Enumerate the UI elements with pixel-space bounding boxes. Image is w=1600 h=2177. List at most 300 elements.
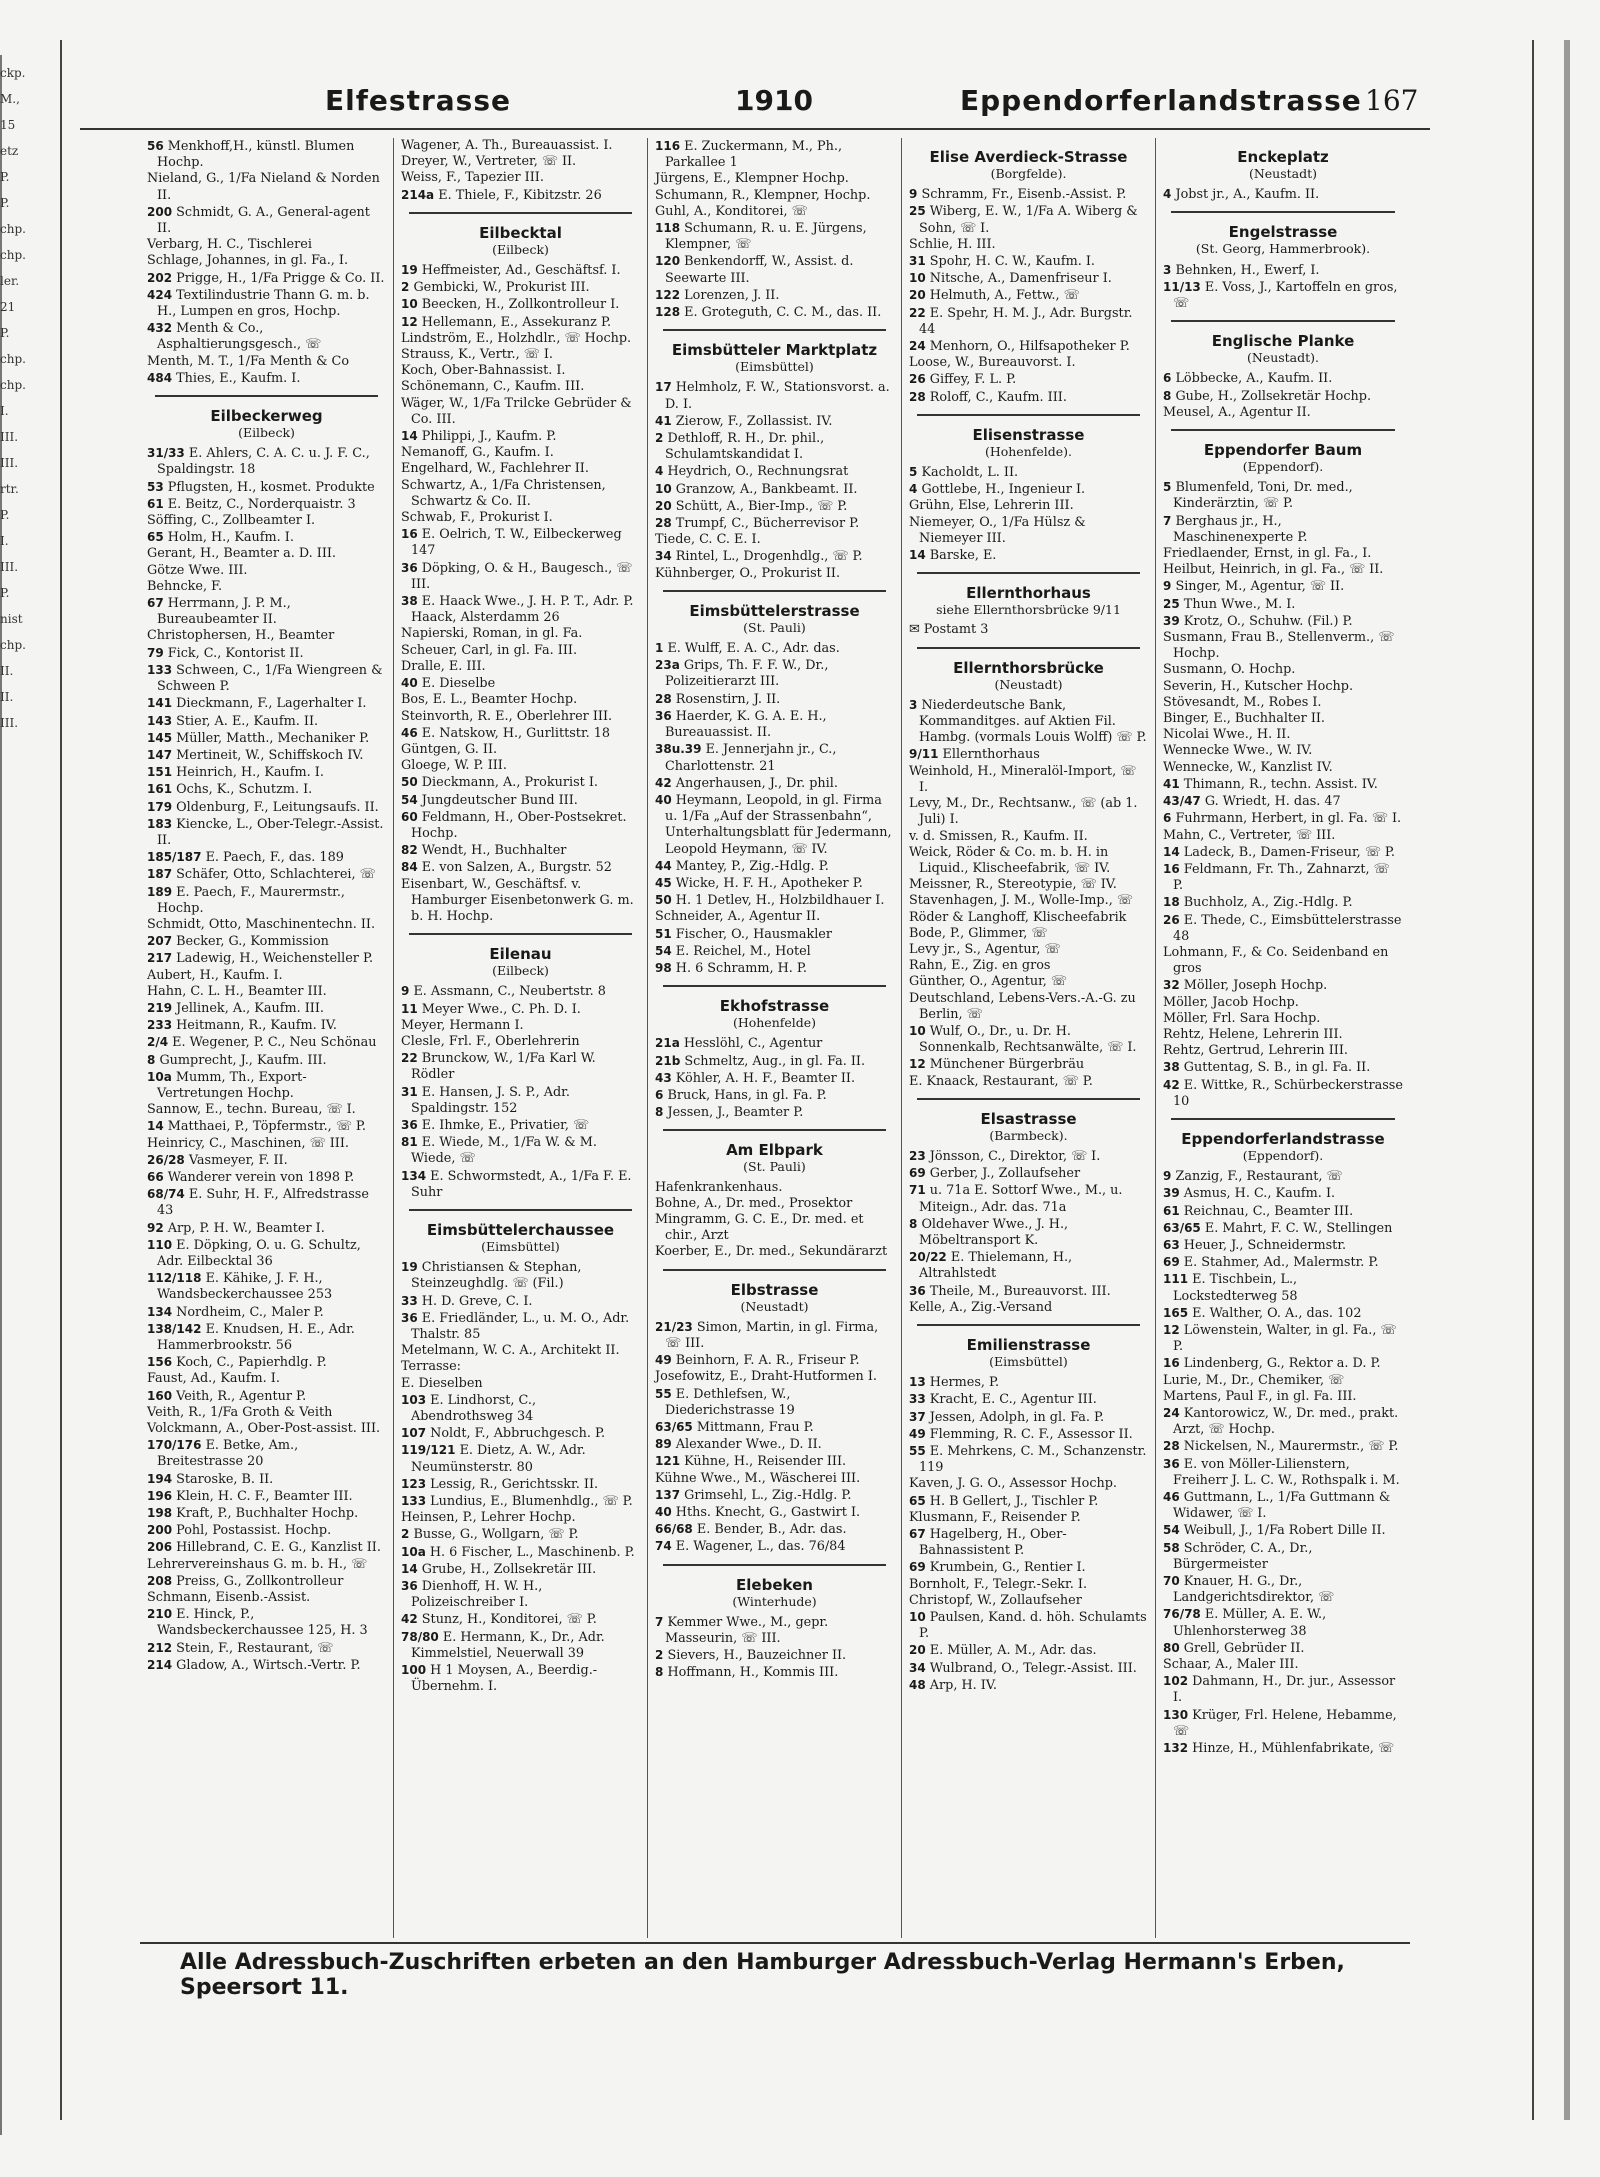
- entry-text: E. Hinck, P., Wandsbeckerchaussee 125, H. 3: [157, 1607, 368, 1639]
- entry-text: Hillebrand, C. E. G., Kanzlist II.: [176, 1540, 381, 1556]
- directory-entry: [147, 1505, 386, 1522]
- house-number: 217: [147, 951, 173, 966]
- directory-entry: [401, 859, 640, 876]
- street-heading: Ellernthorsbrücke: [953, 658, 1104, 677]
- entry-text: Granzow, A., Bankbeamt. II.: [675, 481, 858, 497]
- directory-entry: [909, 1074, 1148, 1090]
- directory-entry: [1163, 1640, 1403, 1657]
- entry-text: Hoffmann, H., Kommis III.: [667, 1665, 839, 1681]
- directory-entry: [147, 546, 386, 562]
- directory-entry: [1163, 1043, 1403, 1059]
- entry-text: Grimsehl, L., Zig.-Hdlg. P.: [684, 1487, 852, 1503]
- directory-entry: [401, 262, 640, 279]
- directory-entry: [401, 1034, 640, 1050]
- house-number: 130: [1163, 1707, 1189, 1722]
- entry-text: Lurie, M., Dr., Chemiker, ☏: [1163, 1372, 1345, 1388]
- directory-entry: [147, 917, 386, 933]
- house-number: 61: [1163, 1203, 1180, 1218]
- directory-entry: [1163, 679, 1403, 695]
- directory-entry: [909, 464, 1148, 481]
- entry-text: Alexander Wwe., D. II.: [675, 1437, 822, 1453]
- directory-entry: [1163, 1077, 1403, 1110]
- house-number: 36: [401, 1117, 418, 1132]
- house-number: 19: [401, 1260, 418, 1275]
- entry-text: Hagelberg, H., Ober-Bahnassistent P.: [919, 1527, 1067, 1559]
- entry-text: Schäfer, Otto, Schlachterei, ☏: [176, 867, 376, 883]
- entry-text: Buchholz, A., Zig.-Hdlg. P.: [1183, 895, 1353, 911]
- entry-text: Wäger, W., 1/Fa Trilcke Gebrüder & Co. III.: [401, 395, 632, 427]
- directory-entry: [147, 1237, 386, 1270]
- directory-entry: [1163, 1168, 1403, 1185]
- house-number: 54: [401, 792, 418, 807]
- directory-entry: [401, 877, 640, 926]
- house-number: 2: [401, 280, 410, 295]
- entry-text: Busse, G., Wollgarn, ☏ P.: [413, 1527, 579, 1543]
- directory-entry: [655, 1180, 894, 1196]
- street-heading: Eppendorferlandstrasse: [1181, 1129, 1385, 1148]
- directory-entry: [401, 758, 640, 774]
- entry-text: Schütt, A., Bier-Imp., ☏ P.: [675, 498, 848, 514]
- house-number: 20: [655, 498, 672, 513]
- directory-entry: [909, 893, 1148, 909]
- directory-entry: [655, 875, 894, 892]
- entry-text: Dienhoff, H. W. H., Polizeischreiber I.: [411, 1579, 543, 1611]
- directory-entry: [401, 1392, 640, 1425]
- directory-entry: [147, 1118, 386, 1135]
- house-number: 55: [909, 1444, 926, 1458]
- entry-text: E. Bender, B., Adr. das.: [696, 1522, 847, 1538]
- entry-text: Becker, G., Kommission: [176, 934, 329, 950]
- directory-entry: [147, 1557, 386, 1573]
- running-header: [40, 80, 1560, 120]
- entry-text: Thun Wwe., M. I.: [1183, 596, 1296, 612]
- entry-text: Heinsen, P., Lehrer Hochp.: [401, 1510, 576, 1526]
- house-number: 56: [147, 139, 164, 153]
- directory-entry: [147, 513, 386, 529]
- directory-entry: [1163, 760, 1403, 776]
- entry-text: Susmann, Frau B., Stellenverm., ☏ Hochp.: [1163, 630, 1395, 662]
- house-number: 212: [147, 1640, 173, 1655]
- house-number: 65: [909, 1493, 926, 1508]
- house-number: 41: [655, 413, 672, 428]
- entry-text: G. Wriedt, H. das. 47: [1204, 794, 1341, 810]
- entry-text: Josefowitz, E., Draht-Hutformen I.: [655, 1369, 877, 1385]
- directory-entry: [147, 849, 386, 866]
- house-number: 183: [147, 816, 173, 831]
- street-heading: Am Elbpark: [726, 1141, 823, 1160]
- directory-entry: [401, 379, 640, 395]
- district-label: (Borgfelde).: [990, 166, 1067, 181]
- directory-entry: [1163, 695, 1403, 711]
- entry-text: Gottlebe, H., Ingenieur I.: [921, 482, 1086, 498]
- directory-entry: [655, 430, 894, 463]
- entry-text: Schumann, R. u. E. Jürgens, Klempner, ☏: [665, 221, 867, 253]
- district-label: siehe Ellernthorsbrücke 9/11: [936, 602, 1121, 618]
- house-number: 10: [909, 271, 926, 286]
- entry-text: Zierow, F., Zollassist. IV.: [675, 413, 833, 429]
- directory-entry: [1163, 578, 1403, 595]
- directory-entry: [147, 1421, 386, 1437]
- entry-text: Gumprecht, J., Kaufm. III.: [159, 1052, 327, 1068]
- entry-text: E. Wittke, R., Schürbeckerstrasse 10: [1173, 1077, 1403, 1109]
- header-left-street: Elfestrasse: [325, 83, 511, 117]
- entry-text: Hafenkrankenhaus.: [655, 1179, 783, 1195]
- district-label: (St. Georg, Hammerbrook).: [1195, 241, 1371, 257]
- directory-entry: [655, 1487, 894, 1504]
- entry-text: Verbarg, H. C., Tischlerei: [147, 237, 312, 253]
- entry-text: E. Paech, F., Maurermstr., Hochp.: [157, 884, 345, 916]
- entry-text: Lindström, E., Holzhdlr., ☏ Hochp.: [401, 330, 632, 346]
- entry-text: Günther, O., Agentur, ☏: [909, 974, 1067, 990]
- entry-text: Asmus, H. C., Kaufm. I.: [1183, 1186, 1336, 1202]
- entry-text: Zanzig, F., Restaurant, ☏: [1175, 1169, 1343, 1185]
- entry-text: Krotz, O., Schuhw. (Fil.) P.: [1183, 613, 1353, 629]
- directory-entry: [401, 526, 640, 559]
- directory-entry: [401, 170, 640, 186]
- margin-fragment: P.: [0, 196, 10, 210]
- directory-entry: [401, 445, 640, 461]
- entry-text: Mantey, P., Zig.-Hdlg. P.: [675, 858, 829, 874]
- directory-entry: [147, 695, 386, 712]
- entry-text: Kraft, P., Buchhalter Hochp.: [176, 1506, 359, 1522]
- house-number: 25: [1163, 596, 1180, 611]
- directory-entry: [655, 1504, 894, 1521]
- section-separator: [409, 1209, 632, 1211]
- entry-text: Stavenhagen, J. M., Wolle-Imp., ☏: [909, 893, 1133, 909]
- entry-text: Krüger, Frl. Helene, Hebamme, ☏: [1173, 1707, 1397, 1739]
- directory-entry: [909, 1300, 1148, 1316]
- entry-text: E. Knaack, Restaurant, ☏ P.: [909, 1073, 1093, 1089]
- entry-text: E. von Möller-Lilienstern, Freiherr J. L. C. W., Rothspalk i. M.: [1173, 1456, 1400, 1488]
- section-separator: [917, 1098, 1140, 1100]
- directory-entry: [401, 396, 640, 428]
- entry-text: E. Mahrt, F. C. W., Stellingen: [1204, 1220, 1393, 1236]
- entry-text: Steinvorth, R. E., Oberlehrer III.: [401, 708, 613, 724]
- entry-text: Ochs, K., Schutzm. I.: [176, 782, 313, 798]
- district-label: (Eppendorf).: [1242, 459, 1324, 475]
- directory-entry: [909, 1023, 1148, 1056]
- house-number: 31: [401, 1084, 418, 1099]
- house-number: 28: [909, 389, 926, 404]
- house-number: 7: [1163, 513, 1172, 528]
- directory-entry: [909, 1216, 1148, 1249]
- house-number: 38: [1163, 1060, 1180, 1075]
- directory-entry: [147, 270, 386, 287]
- margin-fragment: I.: [0, 534, 9, 548]
- entry-text: Lindenberg, G., Rektor a. D. P.: [1183, 1356, 1381, 1372]
- margin-fragment: ckp.: [0, 66, 26, 80]
- directory-entry: [655, 943, 894, 960]
- directory-entry: [1163, 1673, 1403, 1706]
- street-heading: Emilienstrasse: [966, 1335, 1091, 1354]
- entry-text: Giffey, F. L. P.: [929, 372, 1017, 388]
- entry-text: Dieckmann, F., Lagerhalter I.: [176, 696, 367, 712]
- house-number: 23: [909, 1148, 926, 1163]
- entry-text: Pflugsten, H., kosmet. Produkte: [167, 479, 375, 495]
- house-number: 66: [147, 1169, 164, 1184]
- directory-entry: [909, 974, 1148, 990]
- entry-text: Lehrervereinshaus G. m. b. H., ☏: [147, 1556, 368, 1572]
- directory-entry: [147, 171, 386, 203]
- house-number: 81: [401, 1135, 418, 1150]
- directory-entry: [909, 764, 1148, 796]
- street-heading: Enckeplatz: [1237, 148, 1329, 166]
- directory-entry: [1163, 793, 1403, 810]
- directory-entry: [655, 892, 894, 909]
- house-number: 116: [655, 139, 681, 153]
- house-number: 31/33: [147, 446, 185, 461]
- entry-text: E. Dietz, A. W., Adr. Neumünsterstr. 80: [411, 1443, 586, 1475]
- entry-text: Rahn, E., Zig. en gros: [909, 958, 1051, 974]
- entry-text: Paulsen, Kand. d. höh. Schulamts P.: [919, 1610, 1147, 1642]
- entry-text: Fuhrmann, Herbert, in gl. Fa. ☏ I.: [1175, 811, 1402, 827]
- entry-text: Levy jr., S., Agentur, ☏: [909, 941, 1061, 957]
- directory-entry: [1163, 279, 1403, 312]
- margin-fragment: III.: [0, 560, 19, 574]
- entry-text: Simon, Martin, in gl. Firma, ☏ III.: [665, 1319, 879, 1351]
- house-number: 196: [147, 1488, 173, 1503]
- entry-text: E. Thede, C., Eimsbüttelerstrasse 48: [1173, 912, 1402, 944]
- entry-text: Heffmeister, Ad., Geschäftsf. I.: [421, 263, 621, 279]
- entry-text: Hths. Knecht, G., Gastwirt I.: [675, 1505, 861, 1521]
- entry-text: Friedlaender, Ernst, in gl. Fa., I.: [1163, 546, 1372, 562]
- directory-entry: [909, 498, 1148, 514]
- entry-text: Wendt, H., Buchhalter: [421, 843, 567, 859]
- directory-entry: [147, 1017, 386, 1034]
- directory-entry: [147, 1590, 386, 1606]
- entry-text: Gladow, A., Wirtsch.-Vertr. P.: [176, 1657, 361, 1673]
- directory-entry: [401, 842, 640, 859]
- entry-text: Guhl, A., Konditorei, ☏: [655, 203, 808, 219]
- house-number: 39: [1163, 613, 1180, 628]
- house-number: 424: [147, 287, 173, 302]
- directory-entry: [401, 1476, 640, 1493]
- district-label: (Barmbeck).: [989, 1127, 1068, 1143]
- entry-text: Weinhold, H., Mineralöl-Import, ☏ I.: [909, 763, 1137, 795]
- district-label: (Hohenfelde): [732, 1015, 817, 1031]
- directory-entry: [401, 478, 640, 510]
- district-label: (Winterhude): [732, 1593, 817, 1609]
- section-separator: [409, 933, 632, 935]
- house-number: 36: [401, 1310, 418, 1325]
- directory-entry: [147, 204, 386, 237]
- street-heading: Ellernthorhaus: [966, 584, 1091, 603]
- house-number: 13: [909, 1375, 926, 1390]
- directory-entry: [147, 1102, 386, 1118]
- directory-entry: [909, 991, 1148, 1023]
- house-number: 185/187: [147, 850, 202, 865]
- directory-entry: [655, 741, 894, 774]
- directory-entry: [1163, 1540, 1403, 1573]
- margin-fragment: nist: [0, 612, 23, 626]
- entry-text: Grube, H., Zollsekretär III.: [421, 1561, 597, 1577]
- entry-text: Mittmann, Frau P.: [696, 1420, 814, 1435]
- entry-text: E. Ihmke, E., Privatier, ☏: [421, 1117, 590, 1133]
- directory-entry: [655, 1053, 894, 1070]
- entry-text: Guttmann, L., 1/Fa Guttmann & Widawer, ☏ I.: [1173, 1490, 1391, 1522]
- entry-text: Severin, H., Kutscher Hochp.: [1163, 678, 1354, 694]
- directory-entry: [147, 984, 386, 1000]
- directory-entry: [1163, 1373, 1403, 1389]
- house-number: 208: [147, 1573, 173, 1588]
- entry-text: E. Reichel, M., Hotel: [675, 943, 811, 959]
- house-number: 9: [401, 984, 410, 999]
- house-number: 200: [147, 204, 173, 219]
- directory-entry: [655, 138, 894, 171]
- directory-entry: [655, 691, 894, 708]
- entry-text: Deutschland, Lebens-Vers.-A.-G. zu Berlin, ☏: [909, 990, 1136, 1022]
- entry-text: Koch, Ober-Bahnassist. I.: [401, 363, 566, 379]
- directory-entry: [655, 379, 894, 412]
- directory-entry: [655, 1070, 894, 1087]
- directory-entry: [147, 1405, 386, 1421]
- directory-entry: [655, 1369, 894, 1385]
- directory-entry: [1163, 894, 1403, 911]
- directory-entry: [655, 171, 894, 187]
- entry-text: E. Döpking, O. u. G. Schultz, Adr. Eilbecktal 36: [157, 1237, 361, 1269]
- street-heading: Eilenau: [489, 945, 552, 964]
- entry-text: E. Beitz, C., Norderquaistr. 3: [167, 496, 356, 512]
- section-separator: [663, 1564, 886, 1566]
- entry-text: Heymann, Leopold, in gl. Firma u. 1/Fa „Auf der Strassenbahn“, Unterhaltungsblatt für Jedermann, Leopold Heymann, ☏ IV.: [665, 792, 892, 857]
- entry-text: Heitmann, R., Kaufm. IV.: [176, 1018, 337, 1034]
- directory-entry: [1163, 1254, 1403, 1271]
- entry-text: Möller, Jacob Hochp.: [1163, 994, 1299, 1010]
- directory-entry: [401, 1442, 640, 1475]
- house-number: 23a: [655, 658, 680, 673]
- house-number: 22: [909, 305, 926, 320]
- entry-text: Pohl, Postassist. Hochp.: [176, 1523, 332, 1539]
- district-label: (St. Pauli): [743, 1159, 806, 1175]
- entry-text: Bohne, A., Dr. med., Prosektor: [655, 1195, 853, 1211]
- directory-entry: [909, 1660, 1148, 1677]
- entry-text: Schmidt, G. A., General-agent II.: [157, 204, 370, 237]
- directory-entry: [909, 1374, 1148, 1391]
- directory-entry: [147, 950, 386, 967]
- entry-text: Kühne, H., Reisender III.: [684, 1454, 847, 1470]
- directory-entry: [1163, 613, 1403, 630]
- directory-entry: [655, 1471, 894, 1487]
- directory-entry: [1163, 1203, 1403, 1220]
- house-number: 10: [909, 1610, 926, 1625]
- directory-entry: [1163, 1305, 1403, 1322]
- house-number: 60: [401, 809, 418, 824]
- house-number: 49: [909, 1426, 926, 1441]
- house-number: 14: [401, 1561, 418, 1576]
- entry-text: Strauss, K., Vertr., ☏ I.: [401, 347, 553, 363]
- entry-text: Guttentag, S. B., in gl. Fa. II.: [1183, 1060, 1371, 1076]
- entry-text: Schwartz, A., 1/Fa Christensen, Schwartz & Co. II.: [401, 477, 606, 509]
- house-number: 14: [1163, 844, 1180, 859]
- margin-fragment: chp.: [0, 222, 26, 236]
- margin-fragment: P.: [0, 508, 10, 522]
- directory-entry: [147, 1136, 386, 1152]
- directory-entry: [1163, 1573, 1403, 1606]
- left-margin-fragments: [0, 60, 26, 2120]
- entry-text: Gembicki, W., Prokurist III.: [413, 280, 590, 296]
- house-number: 110: [147, 1237, 173, 1252]
- house-number: 33: [909, 1392, 926, 1407]
- entry-text: u. 71a E. Sottorf Wwe., M., u. Miteign., Adr. das. 71a: [919, 1183, 1123, 1215]
- entry-text: Veith, R., Agentur P.: [176, 1388, 307, 1404]
- directory-entry: [1163, 562, 1403, 578]
- directory-entry: [401, 1493, 640, 1510]
- directory-entry: [1163, 596, 1403, 613]
- house-number: 78/80: [401, 1629, 439, 1644]
- entry-text: Volckmann, A., Ober-Post-assist. III.: [147, 1421, 381, 1437]
- house-number: 128: [655, 305, 681, 320]
- directory-entry: [655, 548, 894, 565]
- house-number: 6: [1163, 371, 1172, 386]
- entry-text: Reichnau, C., Beamter III.: [1183, 1203, 1354, 1219]
- house-number: 44: [655, 858, 672, 873]
- margin-fragment: ler.: [0, 274, 20, 288]
- house-number: 122: [655, 287, 681, 302]
- entry-text: Eisenbart, W., Geschäftsf. v. Hamburger Eisenbetonwerk G. m. b. H. Hochp.: [401, 876, 634, 924]
- directory-entry: [401, 792, 640, 809]
- entry-text: Jellinek, A., Kaufm. III.: [176, 1000, 324, 1016]
- entry-text: Helmuth, A., Fettw., ☏: [929, 288, 1080, 304]
- directory-entry: [401, 709, 640, 725]
- directory-entry: [401, 560, 640, 593]
- street-heading: Ekhofstrasse: [719, 997, 830, 1016]
- directory-entry: [401, 1629, 640, 1662]
- house-number: 5: [1163, 480, 1172, 495]
- entry-text: Hermes, P.: [929, 1375, 1000, 1391]
- entry-text: H. 6 Fischer, L., Maschinenb. P.: [429, 1544, 635, 1560]
- entry-text: Kracht, E. C., Agentur III.: [929, 1392, 1097, 1408]
- entry-text: E. Müller, A. E. W., Uhlenhorsterweg 38: [1173, 1607, 1327, 1639]
- directory-entry: [147, 253, 386, 269]
- house-number: 80: [1163, 1640, 1180, 1655]
- directory-entry: [655, 1647, 894, 1664]
- entry-text: Faust, Ad., Kaufm. I.: [147, 1371, 280, 1387]
- directory-entry: [1163, 711, 1403, 727]
- entry-text: E. Wagener, L., das. 76/84: [675, 1539, 846, 1555]
- directory-entry: [147, 933, 386, 950]
- house-number: 141: [147, 696, 173, 711]
- directory-entry: [655, 532, 894, 548]
- directory-entry: [147, 968, 386, 984]
- house-number: 103: [401, 1392, 427, 1407]
- house-number: 68/74: [147, 1187, 185, 1202]
- directory-entry: [655, 926, 894, 943]
- house-number: 8: [147, 1052, 156, 1067]
- house-number: 137: [655, 1487, 681, 1502]
- entry-text: Niederdeutsche Bank, Kommanditges. auf Aktien Fil. Hambg. (vormals Louis Wolff) ☏ P.: [919, 697, 1147, 746]
- house-number: 10: [909, 1023, 926, 1038]
- house-number: 484: [147, 370, 173, 385]
- footer-rule: [140, 1942, 1410, 1944]
- entry-text: Clesle, Frl. F., Oberlehrerin: [401, 1033, 580, 1049]
- entry-text: Bos, E. L., Beamter Hochp.: [401, 692, 578, 708]
- house-number: 138/142: [147, 1321, 202, 1336]
- header-right-street: Eppendorferlandstrasse: [960, 83, 1362, 117]
- house-number: 151: [147, 765, 173, 780]
- house-number: 54: [655, 943, 672, 958]
- entry-text: H. 1 Detlev, H., Holzbildhauer I.: [675, 893, 885, 909]
- directory-entry: [655, 1521, 894, 1538]
- directory-entry: [909, 1443, 1148, 1476]
- directory-entry: [401, 1526, 640, 1543]
- entry-text: Kaven, J. G. O., Assessor Hochp.: [909, 1476, 1117, 1492]
- entry-text: Arp, H. IV.: [929, 1677, 997, 1693]
- directory-entry: [655, 1419, 894, 1436]
- entry-text: E. Kähike, J. F. H., Wandsbeckerchaussee 253: [157, 1271, 333, 1303]
- directory-entry: [147, 713, 386, 730]
- house-number: 34: [909, 1660, 926, 1675]
- directory-entry: [1163, 388, 1403, 405]
